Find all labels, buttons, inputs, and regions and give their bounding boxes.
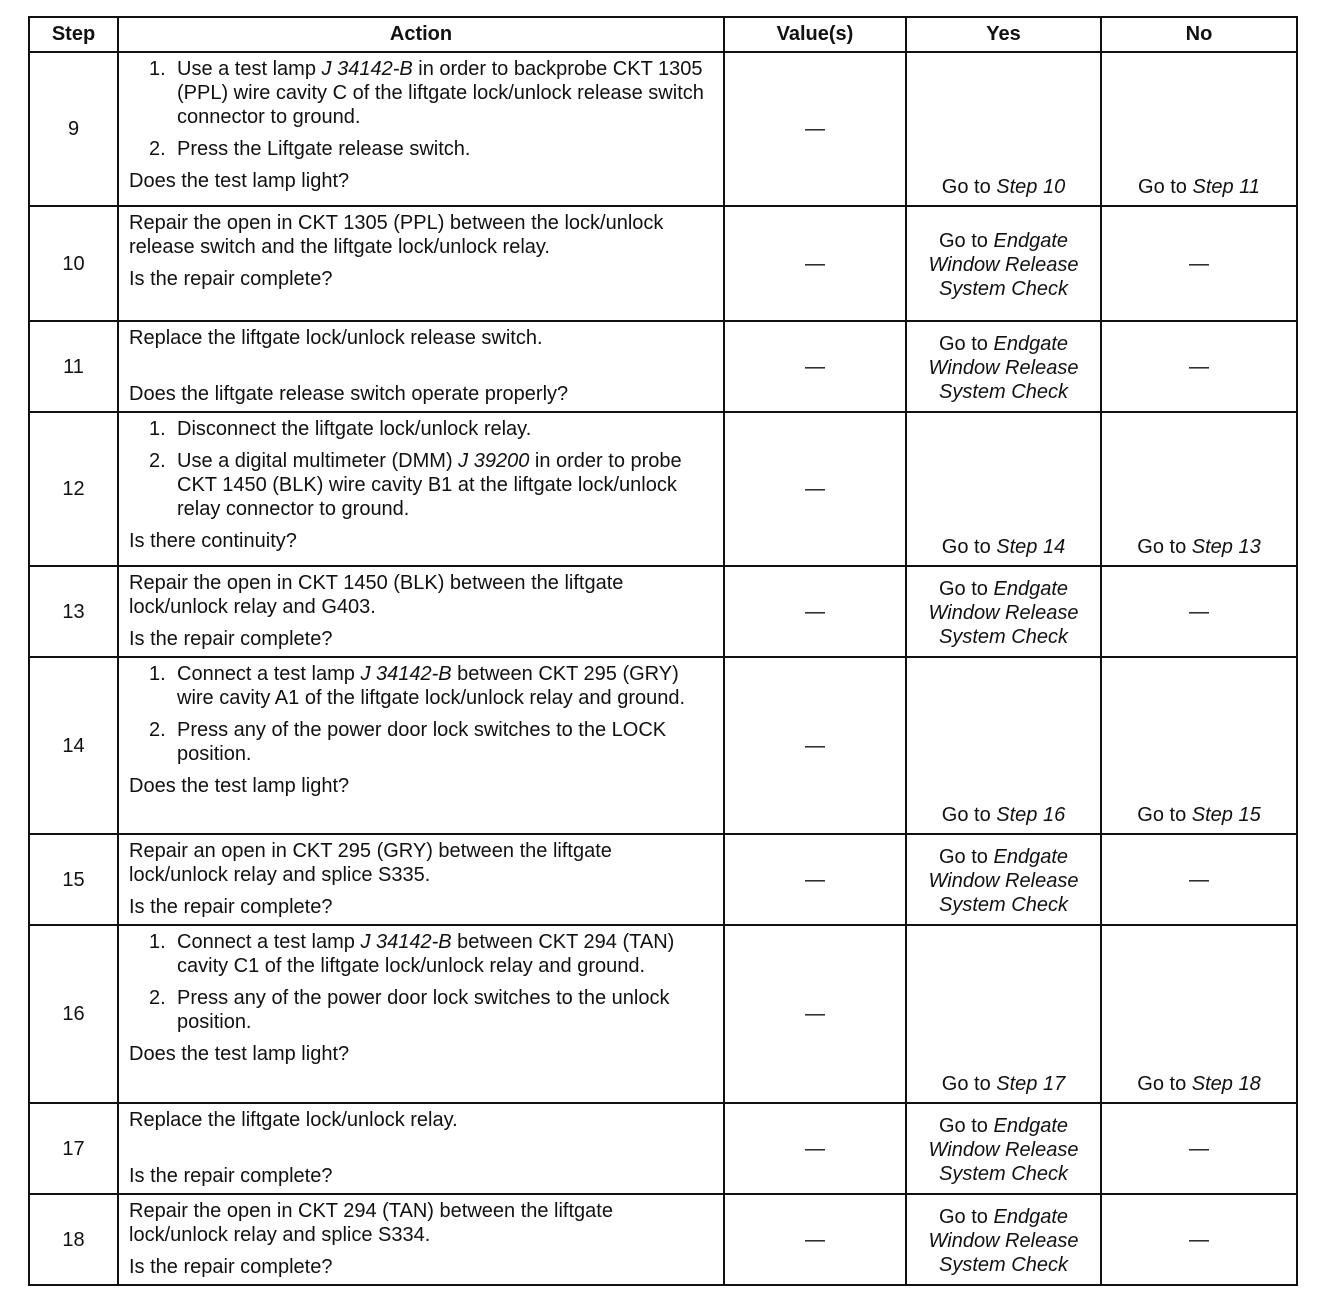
- question: Does the liftgate release switch operate properly?: [129, 383, 569, 405]
- action-cell: Repair an open in CKT 295 (GRY) between the liftgate lock/unlock relay and splice S335. Is the repair complete?: [118, 834, 724, 925]
- table-row: [29, 1194, 1297, 1285]
- yes-cell: Go to Endgate Window Release System Check: [906, 834, 1101, 925]
- action-item: 2. Press any of the power door lock switches to the LOCK position.: [149, 719, 667, 765]
- no-cell: —: [1101, 1103, 1297, 1194]
- value-cell: —: [724, 1194, 906, 1285]
- question: Does the test lamp light?: [129, 1043, 350, 1065]
- action-cell: [118, 925, 724, 1103]
- tool-number: J 34142-B: [360, 663, 452, 685]
- question: Is the repair complete?: [129, 268, 333, 290]
- step-number: 10: [29, 206, 118, 321]
- yes-cell: Go to Endgate Window Release System Check: [906, 206, 1101, 321]
- action-item: 1. Connect a test lamp J 34142-B between CKT 295 (GRY) wire cavity A1 of the liftgate lock/unlock relay and ground.: [149, 663, 686, 709]
- diagnostic-table: [28, 16, 1298, 1286]
- no-cell: Go to Step 15: [1101, 657, 1297, 834]
- tool-number: J 34142-B: [360, 931, 452, 953]
- no-cell: Go to Step 11: [1101, 52, 1297, 206]
- step-number: 11: [29, 321, 118, 412]
- action-cell: Replace the liftgate lock/unlock release switch. Does the liftgate release switch operate properly?: [118, 321, 724, 412]
- table-row: [29, 321, 1297, 412]
- question: Does the test lamp light?: [129, 775, 350, 797]
- value-cell: —: [724, 412, 906, 566]
- yes-cell: Go to Step 10: [906, 52, 1101, 206]
- question: Is the repair complete?: [129, 1256, 333, 1278]
- action-cell: [118, 52, 724, 206]
- value-cell: —: [724, 657, 906, 834]
- value-cell: —: [724, 52, 906, 206]
- action-cell: [118, 657, 724, 834]
- yes-cell: Go to Endgate Window Release System Check: [906, 321, 1101, 412]
- step-link: Step 13: [1191, 536, 1261, 558]
- question: Is the repair complete?: [129, 896, 333, 918]
- step-number: 13: [29, 566, 118, 657]
- table-row: [29, 834, 1297, 925]
- yes-cell: Go to Step 17: [906, 925, 1101, 1103]
- no-cell: —: [1101, 834, 1297, 925]
- question: Is the repair complete?: [129, 628, 333, 650]
- action-item: 1. Connect a test lamp J 34142-B between CKT 294 (TAN) cavity C1 of the liftgate lock/unlock relay and ground.: [149, 931, 675, 977]
- tool-number: J 34142-B: [321, 58, 413, 80]
- step-link: Step 16: [996, 804, 1066, 826]
- action-item: 2. Press the Liftgate release switch.: [149, 138, 471, 160]
- action-item: 2. Use a digital multimeter (DMM) J 39200 in order to probe CKT 1450 (BLK) wire cavity B1 at the liftgate lock/unlock relay connector to ground.: [149, 450, 682, 520]
- no-cell: —: [1101, 321, 1297, 412]
- value-cell: —: [724, 1103, 906, 1194]
- yes-cell: Go to Step 16: [906, 657, 1101, 834]
- step-number: 9: [29, 52, 118, 206]
- step-number: 17: [29, 1103, 118, 1194]
- header-yes: Yes: [906, 17, 1101, 52]
- step-link: Step 18: [1191, 1073, 1261, 1095]
- header-values: Value(s): [724, 17, 906, 52]
- value-cell: —: [724, 206, 906, 321]
- step-number: 16: [29, 925, 118, 1103]
- action-item: 2. Press any of the power door lock switches to the unlock position.: [149, 987, 670, 1033]
- yes-cell: Go to Step 14: [906, 412, 1101, 566]
- step-number: 18: [29, 1194, 118, 1285]
- step-link: Step 10: [996, 176, 1066, 198]
- no-cell: Go to Step 18: [1101, 925, 1297, 1103]
- yes-cell: Go to Endgate Window Release System Check: [906, 566, 1101, 657]
- header-step: Step: [29, 17, 118, 52]
- step-link: Step 15: [1191, 804, 1261, 826]
- header-no: No: [1101, 17, 1297, 52]
- value-cell: —: [724, 925, 906, 1103]
- action-cell: Repair the open in CKT 1450 (BLK) between the liftgate lock/unlock relay and G403. Is the repair complete?: [118, 566, 724, 657]
- value-cell: —: [724, 321, 906, 412]
- no-cell: —: [1101, 566, 1297, 657]
- action-item: 1. Use a test lamp J 34142-B in order to backprobe CKT 1305 (PPL) wire cavity C of the liftgate lock/unlock release switch connector to ground.: [149, 58, 704, 128]
- tool-number: J 39200: [458, 450, 530, 472]
- table-row: [29, 657, 1297, 834]
- action-cell: Repair the open in CKT 1305 (PPL) between the lock/unlock release switch and the liftgate lock/unlock relay. Is the repair complete?: [118, 206, 724, 321]
- yes-cell: Go to Endgate Window Release System Check: [906, 1194, 1101, 1285]
- step-number: 14: [29, 657, 118, 834]
- action-cell: [118, 412, 724, 566]
- no-cell: Go to Step 13: [1101, 412, 1297, 566]
- header-action: Action: [118, 17, 724, 52]
- table-row: [29, 412, 1297, 566]
- value-cell: —: [724, 834, 906, 925]
- question: Is there continuity?: [129, 530, 297, 552]
- action-cell: Repair the open in CKT 294 (TAN) between the liftgate lock/unlock relay and splice S334. Is the repair complete?: [118, 1194, 724, 1285]
- no-cell: —: [1101, 1194, 1297, 1285]
- step-number: 12: [29, 412, 118, 566]
- action-item: 1. Disconnect the liftgate lock/unlock relay.: [149, 418, 532, 440]
- step-number: 15: [29, 834, 118, 925]
- action-cell: Replace the liftgate lock/unlock relay. Is the repair complete?: [118, 1103, 724, 1194]
- value-cell: —: [724, 566, 906, 657]
- table-row: [29, 925, 1297, 1103]
- table-row: [29, 1103, 1297, 1194]
- header-row: [29, 17, 1297, 52]
- no-cell: —: [1101, 206, 1297, 321]
- question: Is the repair complete?: [129, 1165, 333, 1187]
- yes-cell: Go to Endgate Window Release System Check: [906, 1103, 1101, 1194]
- question: Does the test lamp light?: [129, 170, 350, 192]
- step-link: Step 14: [996, 536, 1066, 558]
- step-link: Step 17: [996, 1073, 1066, 1095]
- table-row: [29, 566, 1297, 657]
- table-row: [29, 206, 1297, 321]
- step-link: Step 11: [1192, 176, 1260, 198]
- table-row: [29, 52, 1297, 206]
